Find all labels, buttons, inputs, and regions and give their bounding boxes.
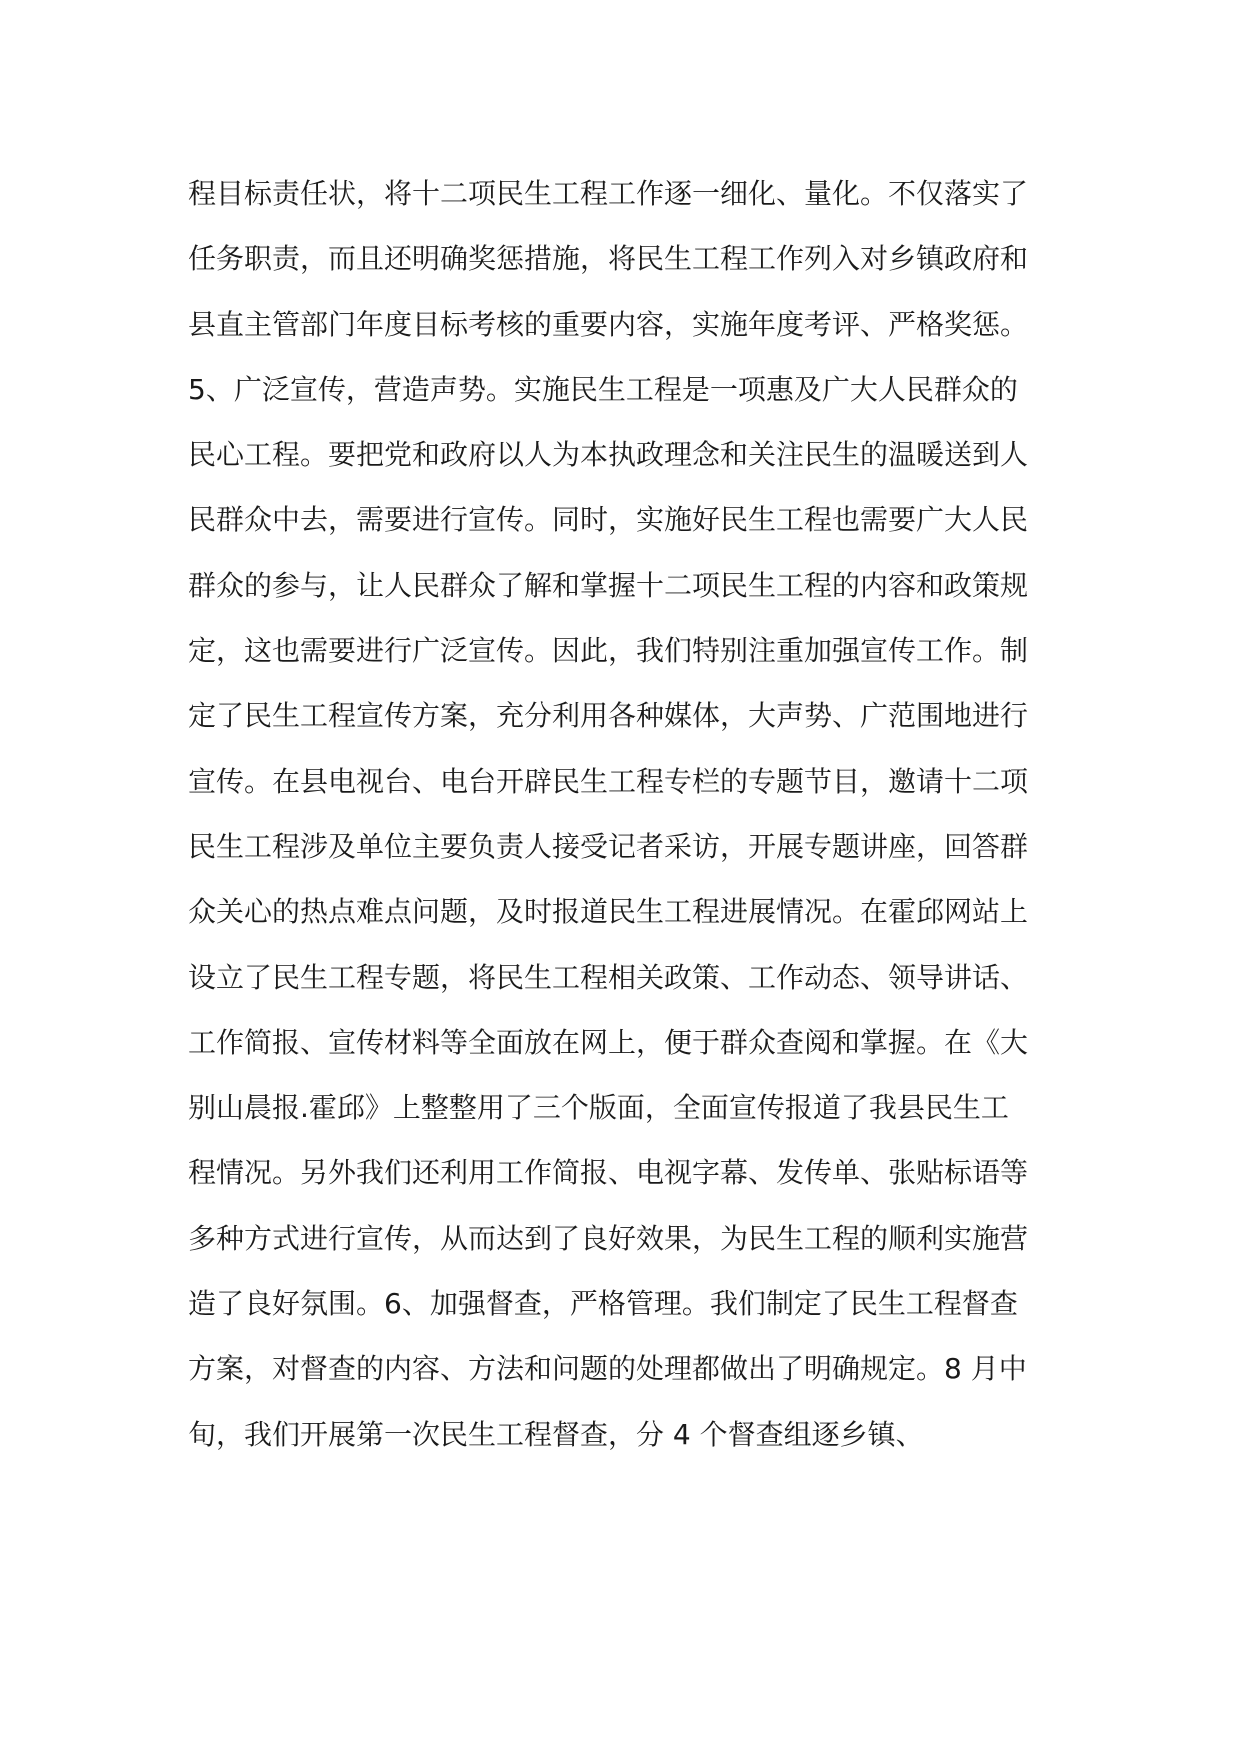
text-line: 别山晨报.霍邱》上整整用了三个版面，全面宣传报道了我县民生工	[188, 1091, 1009, 1125]
text-line: 5、广泛宣传，营造声势。实施民生工程是一项惠及广大人民群众的	[188, 372, 1018, 406]
text-line: 造了良好氛围。6、加强督查，严格管理。我们制定了民生工程督查	[188, 1287, 1018, 1321]
text-line: 多种方式进行宣传，从而达到了良好效果，为民生工程的顺利实施营	[188, 1221, 1029, 1255]
text-line: 定了民生工程宣传方案，充分利用各种媒体，大声势、广范围地进行	[188, 699, 1029, 733]
text-line: 工作简报、宣传材料等全面放在网上，便于群众查阅和掌握。在《大	[188, 1025, 1029, 1059]
text-line: 旬，我们开展第一次民生工程督查，分 4 个督查组逐乡镇、	[188, 1417, 924, 1451]
text-line: 众关心的热点难点问题，及时报道民生工程进展情况。在霍邱网站上	[188, 895, 1029, 929]
text-line: 民心工程。要把党和政府以人为本执政理念和关注民生的温暖送到人	[188, 438, 1029, 472]
text-line: 程情况。另外我们还利用工作简报、电视字幕、发传单、张贴标语等	[188, 1156, 1029, 1190]
text-line: 程目标责任状，将十二项民生工程工作逐一细化、量化。不仅落实了	[188, 177, 1029, 210]
text-line: 任务职责，而且还明确奖惩措施，将民生工程工作列入对乡镇政府和	[188, 242, 1029, 276]
text-line: 设立了民生工程专题，将民生工程相关政策、工作动态、领导讲话、	[188, 960, 1029, 994]
body-text	[188, 161, 1088, 1467]
text-line: 定，这也需要进行广泛宣传。因此，我们特别注重加强宣传工作。制	[188, 634, 1029, 668]
text-line: 民群众中去，需要进行宣传。同时，实施好民生工程也需要广大人民	[188, 503, 1029, 537]
text-line: 县直主管部门年度目标考核的重要内容，实施年度考评、严格奖惩。	[188, 307, 1029, 341]
text-line: 宣传。在县电视台、电台开辟民生工程专栏的专题节目，邀请十二项	[188, 764, 1029, 798]
text-line: 群众的参与，让人民群众了解和掌握十二项民生工程的内容和政策规	[188, 568, 1029, 602]
text-line: 民生工程涉及单位主要负责人接受记者采访，开展专题讲座，回答群	[188, 829, 1029, 863]
text-line: 方案，对督查的内容、方法和问题的处理都做出了明确规定。8 月中	[188, 1352, 1027, 1386]
